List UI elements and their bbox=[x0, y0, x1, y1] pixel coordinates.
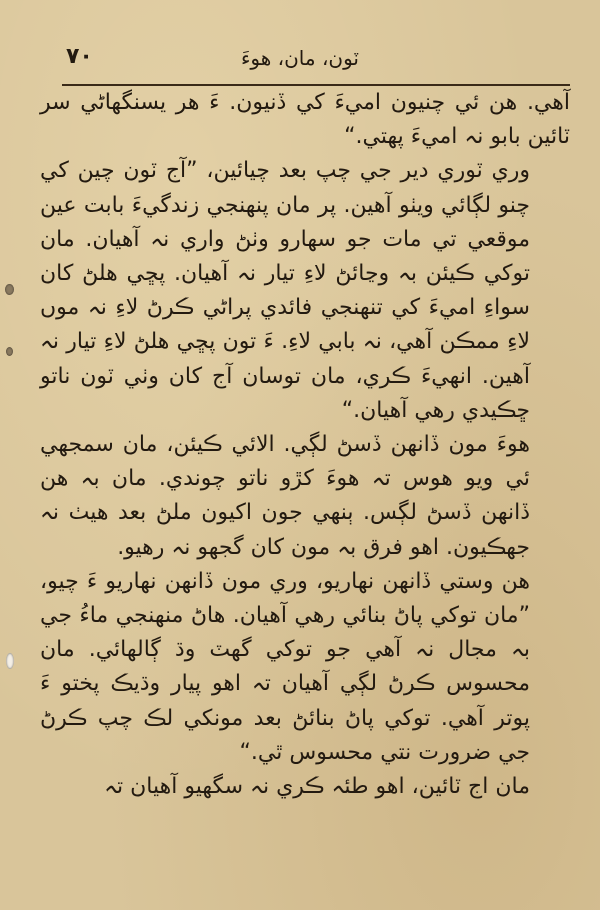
paragraph: ھن وستي ڏانھن نھاريو، وري مون ڏانھن نھاريو ءَ چيو، ”مان توکي پاڻ بنائي رھي آھيان. ھاڻ منھنجي ماءُ جي بہ مجال نہ آھي جو توکي گھٽ وڌ ڳالھائي. مان محسوس ڪرڻ لڳي آھيان تہ اھو پيار وڌيڪ پختو ءَ پوتر آھي. توکي پاڻ بنائڻ بعد مونکي لڪ چپ ڪرڻ جي ضرورت نتي محسوس ٿي.“ bbox=[40, 568, 530, 765]
punch-hole-mark bbox=[6, 347, 13, 356]
body-text bbox=[40, 86, 570, 804]
page-number: ٧٠ bbox=[66, 44, 93, 69]
running-head-title: ٽون، مان، ھوءَ bbox=[241, 46, 359, 70]
paragraph: آھي. ھن ئي چنيون اميءَ کي ڏنيون. ءَ ھر يسنگھاڻي سر ٽائين بابو نہ اميءَ پھتي.“ bbox=[40, 90, 570, 150]
paragraph: مان اج ٽائين، اھو طئہ ڪري نہ سگھيو آھيان تہ bbox=[104, 774, 530, 800]
paragraph: ھوءَ مون ڏانھن ڏسڻ لڳي. الائي ڪيئن، مان سمجھي ئي ويو ھوس تہ ھوءَ کڙو ناتو چوندي. مان بہ ھن ڏانھن ڏسڻ لڳس. ٻنھي جون اکيون ملڻ بعد ھيٺ نہ جھڪيون. اھو فرق بہ مون کان گجھو نہ رھيو. bbox=[40, 432, 530, 560]
punch-hole-mark bbox=[6, 653, 14, 669]
punch-hole-mark bbox=[5, 284, 14, 295]
paragraph: وري ٽوري دير جي چپ بعد چيائين، ”آج ٽون چين کي چنو لڳائي ويٺو آھين. پر مان پنھنجي زندگيءَ بابت عين موقعي تي مات جو سھارو وٺڻ واري نہ آھيان. مان توکي ڪيئن بہ وڃائڻ لاءِ تيار نہ آھيان. پڇي ھلڻ کان سواءِ اميءَ کي تنھنجي فائدي پراڻي ڪرڻ لاءِ نہ موں لاءِ ممڪن آھي، نہ بابي لاءِ. ءَ تون پڇي ھلڻ لاءِ تيار نہ آھين. انھيءَ ڪري، مان توسان آج کان وٺي ٽون ناتو ڇڪيدي رھي آھيان.“ bbox=[40, 158, 530, 423]
